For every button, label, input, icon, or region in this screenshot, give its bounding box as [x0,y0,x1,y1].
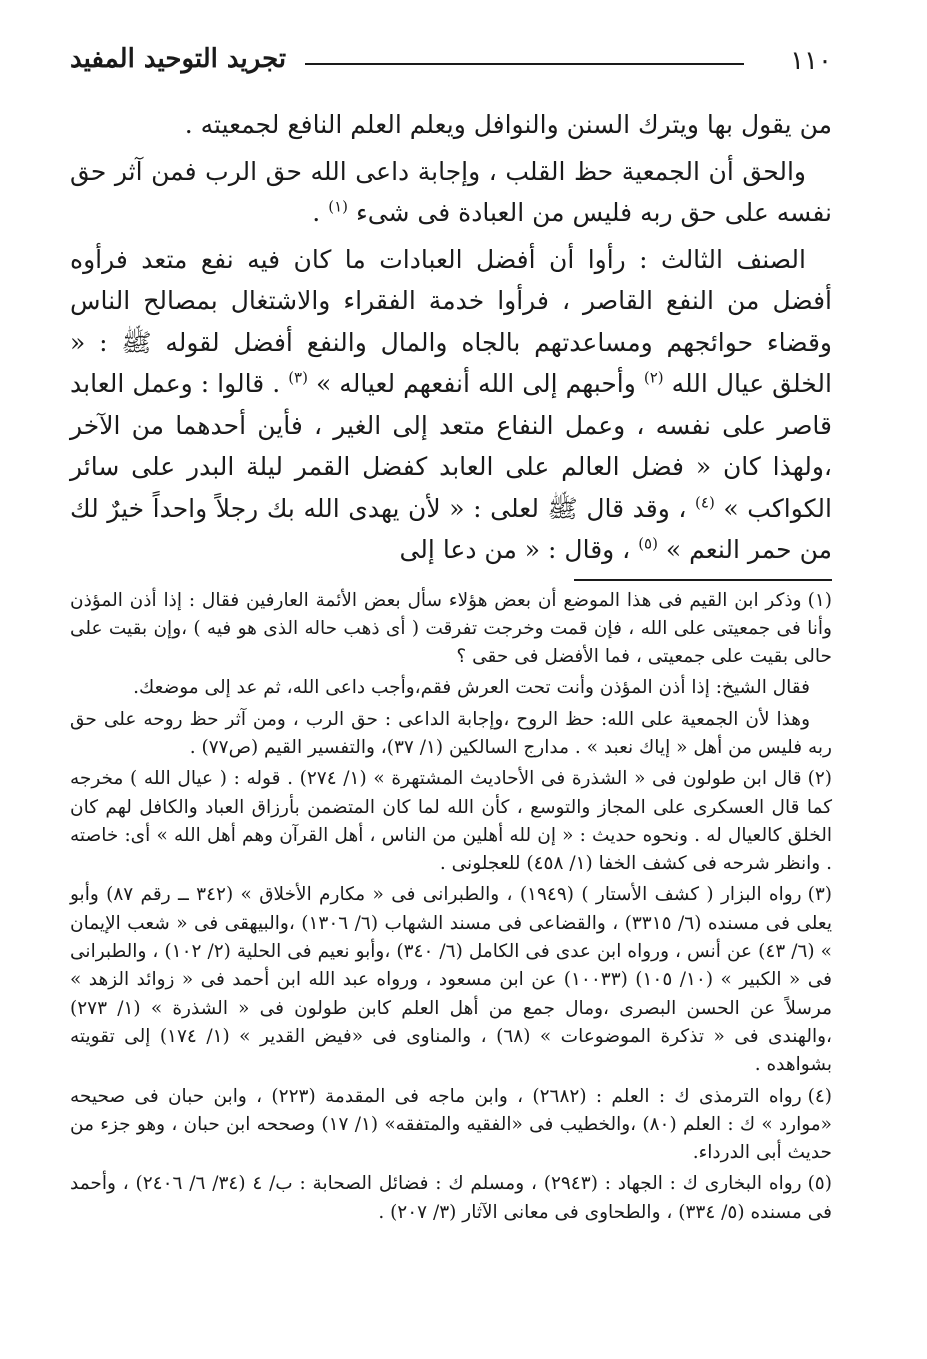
footnote-ref[interactable]: (٤) [695,493,715,512]
footnote-3: (٣)رواه البزار ( كشف الأستار ) (١٩٤٩) ، والطبرانى فى « مكارم الأخلاق » (٣٤٢ ــ رقم ٨٧) وأبو يعلى فى مسنده (٦/ ٣٣١٥) ، والقضاعى فى مسند الشهاب (٦/ ١٣٠٦) ،والبيهقى فى « شعب الإيمان » (٦/ ٤٣) عن أنس ، ورواه ابن عدى فى الكامل (٦/ ٣٤٠) ،وأبو نعيم فى الحلية (٢/ ١٠٢) ، والطبرانى فى « الكبير » (١٠/ ١٠٥) (١٠٠٣٣) عن ابن مسعود ، ورواه عبد الله ابن أحمد فى « زوائد الزهد » مرسلاً عن الحسن البصرى ،ومال جمع من أهل العلم كابن طولون فى « الشذرة » (١/ ٢٧٣) ،والهندى فى « تذكرة الموضوعات » (٦٨) ، والمناوى فى «فيض القدير » (١/ ١٧٤) إلى تقويته بشواهده . [70,884,833,1076]
page-header [70,38,832,82]
running-title: تجريد التوحيد المفيد [70,44,287,74]
footnote-2: (٢)قال ابن طولون فى « الشذرة فى الأحاديث المشتهرة » (١/ ٢٧٤) . قوله : ( عيال الله ) مخرجه كما قال العسكرى على المجاز والتوسع ، كأن الله لما كان المتضمن بأرزاق العباد والكافل لهم كان الخلق كالعيال له . ونحوه حديث : « إن لله أهلين من الناس ، أهل القرآن وهم أهل الله » أى: خاصته . وانظر شرحه فى كشف الخفا (١/ ٤٥٨) للعجلونى . [70,768,832,875]
page-number: ١١٠ [790,46,832,76]
footnote-ref[interactable]: (٢) [643,368,664,387]
footnotes [70,587,832,1228]
footnote-1-continuation: وهذا لأن الجمعية على الله: حظ الروح ،وإجابة الداعى : حق الرب ، ومن آثر حظ روحه على حق ربه فليس من أهل « إياك نعبد » . مدارج السالكين (١/ ٣٧)، والتفسير القيم (ص٧٧) . [70,708,832,758]
footnote-ref[interactable]: (٣) [288,368,308,387]
main-text [70,104,832,571]
footnote-4: (٤)رواه الترمذى ك : العلم : (٢٦٨٢) ، وابن ماجه فى المقدمة (٢٢٣) ، وابن حبان فى صحيحه «موارد » ك : العلم (٨٠) ،والخطيب فى «الفقيه والمتفقه» (١/ ١٧) وصححه ابن حبان ، وهو جزء من حديث أبى الدرداء. [70,1085,832,1164]
footnote-1: (١)وذكر ابن القيم فى هذا الموضع أن بعض هؤلاء سأل بعض الأئمة العارفين فقال : إذا أذن المؤذن وأنا فى جمعيتى على الله ، فإن قمت وخرجت تفرقت ( أى ذهب حاله الذى هو فيه ) ،وإن بقيت على حالى بقيت على جمعيتى ، فما الأفضل فى حقى ؟ [70,589,832,668]
book-page [70,38,832,1230]
body-paragraph: من يقول بها ويترك السنن والنوافل ويعلم العلم النافع لجمعيته . [184,110,832,139]
body-paragraph: والحق أن الجمعية حظ القلب ، وإجابة داعى الله حق الرب فمن آثر حق نفسه على حق ربه فليس من العبادة فى شىء $^{(١)}$ . [70,156,832,227]
header-rule [305,63,744,65]
footnote-separator [574,579,832,581]
footnote-5: (٥)رواه البخارى ك : الجهاد : (٢٩٤٣) ، ومسلم ك : فضائل الصحابة : ب/ ٤ (٣٤/ ٦/ ٢٤٠٦) ، وأحمد فى مسنده (٥/ ٣٣٤) ، والطحاوى فى معانى الآثار (٣/ ٢٠٧) . [70,1173,832,1223]
body-paragraph: الصنف الثالث : رأوا أن أفضل العبادات ما كان فيه نفع متعد فرأوه أفضل من النفع القاصر ، فرأوا خدمة الفقراء والاشتغال بمصالح الناس وقضاء حوائجهم ومساعدتهم بالجاه والمال والنفع أفضل لقوله ﷺ : « الخلق عيال الله $^{(٢)}$ وأحبهم إلى الله أنفعهم لعياله » $^{(٣)}$ . قالوا : وعمل العابد قاصر على نفسه ، وعمل النفاع متعد إلى الغير ، فأين أحدهما من الآخر ،ولهذا كان « فضل العالم على العابد كفضل القمر ليلة البدر على سائر الكواكب » $^{(٤)}$ ، وقد قال ﷺ لعلى : « لأن يهدى الله بك رجلاً واحداً خيرٌ لك من حمر النعم » $^{(٥)}$ ، وقال : « من دعا إلى [70,244,832,564]
footnote-ref[interactable]: (١) [328,197,348,216]
footnote-ref[interactable]: (٥) [638,534,658,553]
footnote-1-continuation: فقال الشيخ: إذا أذن المؤذن وأنت تحت العرش فقم،وأجب داعى الله، ثم عد إلى موضعك. [133,677,810,699]
